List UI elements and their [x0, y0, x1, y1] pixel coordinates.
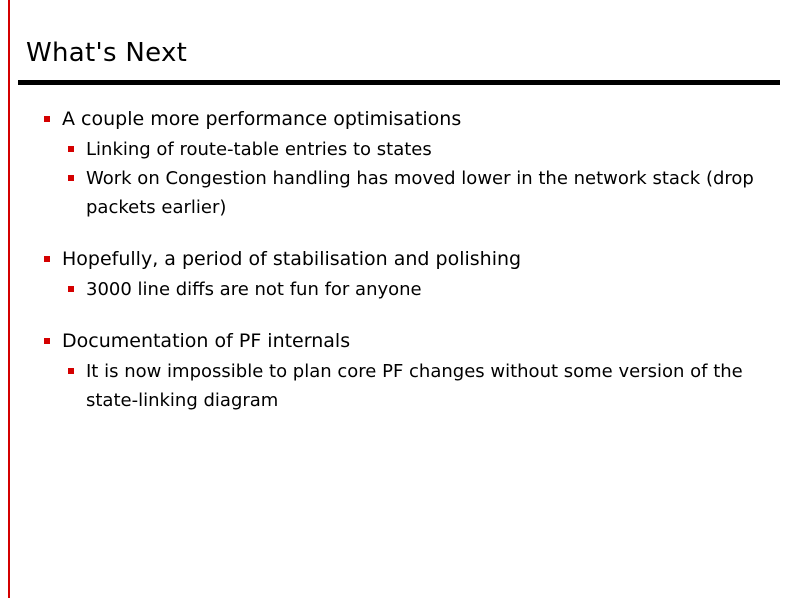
left-accent-rule [8, 0, 10, 598]
list-item-label: Documentation of PF internals [62, 330, 351, 352]
list-item-label: Linking of route-table entries to states [86, 139, 432, 160]
square-bullet-icon [68, 175, 74, 181]
list-item [40, 326, 770, 357]
bullet-group [40, 244, 770, 304]
group-spacer [40, 222, 770, 244]
bullet-group [40, 326, 770, 415]
slide-body [40, 104, 770, 415]
group-spacer [40, 304, 770, 326]
square-bullet-icon [44, 256, 50, 262]
list-item-label: 3000 line diffs are not fun for anyone [86, 279, 422, 300]
square-bullet-icon [68, 286, 74, 292]
list-item-label: Work on Congestion handling has moved lower in the network stack (drop packets earlier) [86, 168, 754, 218]
list-item-label: A couple more performance optimisations [62, 108, 462, 130]
square-bullet-icon [68, 146, 74, 152]
square-bullet-icon [44, 116, 50, 122]
list-item [40, 164, 770, 222]
list-item [40, 275, 770, 304]
page-title: What's Next [26, 38, 188, 68]
title-divider [18, 80, 780, 85]
list-item [40, 244, 770, 275]
bullet-group [40, 104, 770, 222]
list-item-label: It is now impossible to plan core PF changes without some version of the state-linking diagram [86, 361, 743, 411]
list-item-label: Hopefully, a period of stabilisation and polishing [62, 248, 522, 270]
square-bullet-icon [68, 368, 74, 374]
square-bullet-icon [44, 338, 50, 344]
list-item [40, 135, 770, 164]
list-item [40, 357, 770, 415]
list-item [40, 104, 770, 135]
